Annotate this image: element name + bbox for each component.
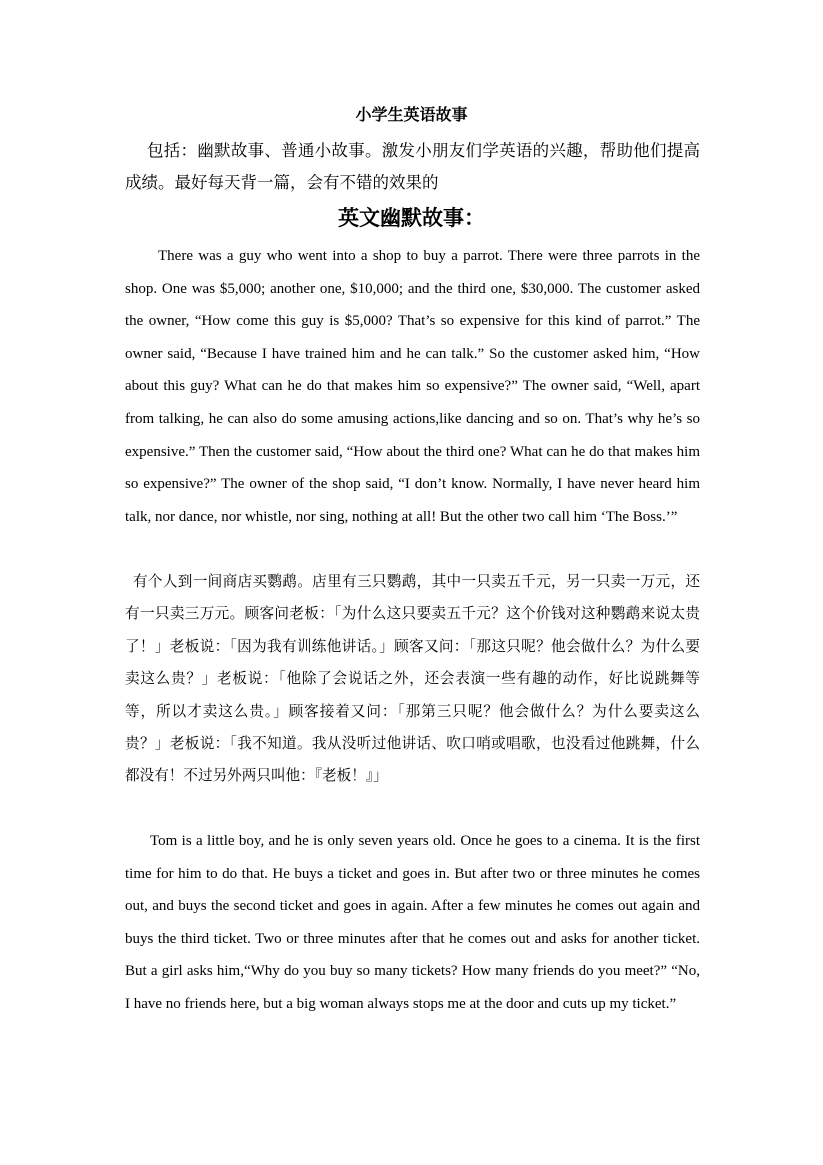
story-cinema-english: Tom is a little boy, and he is only seven years old. Once he goes to a cinema. It is the first time for him to do that. He buys a ticket and goes in. But after two or three minutes he comes out, and buys the second ticket and goes in again. After a few minutes he comes out again and buys the third ticket. Two or three minutes after that he comes out and asks for another ticket. But a girl asks him,“Why do you buy so many tickets? How many friends do you meet?” “No, I have no friends here, but a big woman always stops me at the door and cuts up my ticket.” bbox=[125, 833, 700, 1012]
intro-paragraph: 包括：幽默故事、普通小故事。激发小朋友们学英语的兴趣，帮助他们提高成绩。最好每天背一篇，会有不错的效果的 bbox=[125, 141, 700, 192]
section-heading: 英文幽默故事： bbox=[338, 205, 485, 230]
document-title: 小学生英语故事 bbox=[355, 105, 468, 124]
story-parrot-english: There was a guy who went into a shop to buy a parrot. There were three parrots in the shop. One was $5,000; another one, $10,000; and the third one, $30,000. The customer asked the owner, “How come this guy is $5,000? That’s so expensive for this kind of parrot.” The owner said, “Because I have trained him and he can talk.” So the customer asked him, “How about this guy? What can he do that makes him so expensive?” The owner said, “Well, apart from talking, he can also do some amusing actions,like dancing and so on. That’s why he’s so expensive.” Then the customer said, “How about the third one? What can he do that makes him so expensive?” The owner of the shop said, “I don’t know. Normally, I have never heard him talk, nor dance, nor whistle, nor sing, nothing at all! But the other two call him ‘The Boss.’” bbox=[125, 248, 700, 525]
story-parrot-chinese: 有个人到一间商店买鹦鹉。店里有三只鹦鹉，其中一只卖五千元，另一只卖一万元，还有一只卖三万元。顾客问老板：「为什么这只要卖五千元？这个价钱对这种鹦鹉来说太贵了！」老板说：「因为我有训练他讲话。」顾客又问：「那这只呢？他会做什么？为什么要卖这么贵？」老板说：「他除了会说话之外，还会表演一些有趣的动作，好比说跳舞等等，所以才卖这么贵。」顾客接着又问：「那第三只呢？他会做什么？为什么要卖这么贵？」老板说：「我不知道。我从没听过他讲话、吹口哨或唱歌，也没看过他跳舞，什么都没有！不过另外两只叫他：『老板！』」 bbox=[125, 573, 700, 785]
